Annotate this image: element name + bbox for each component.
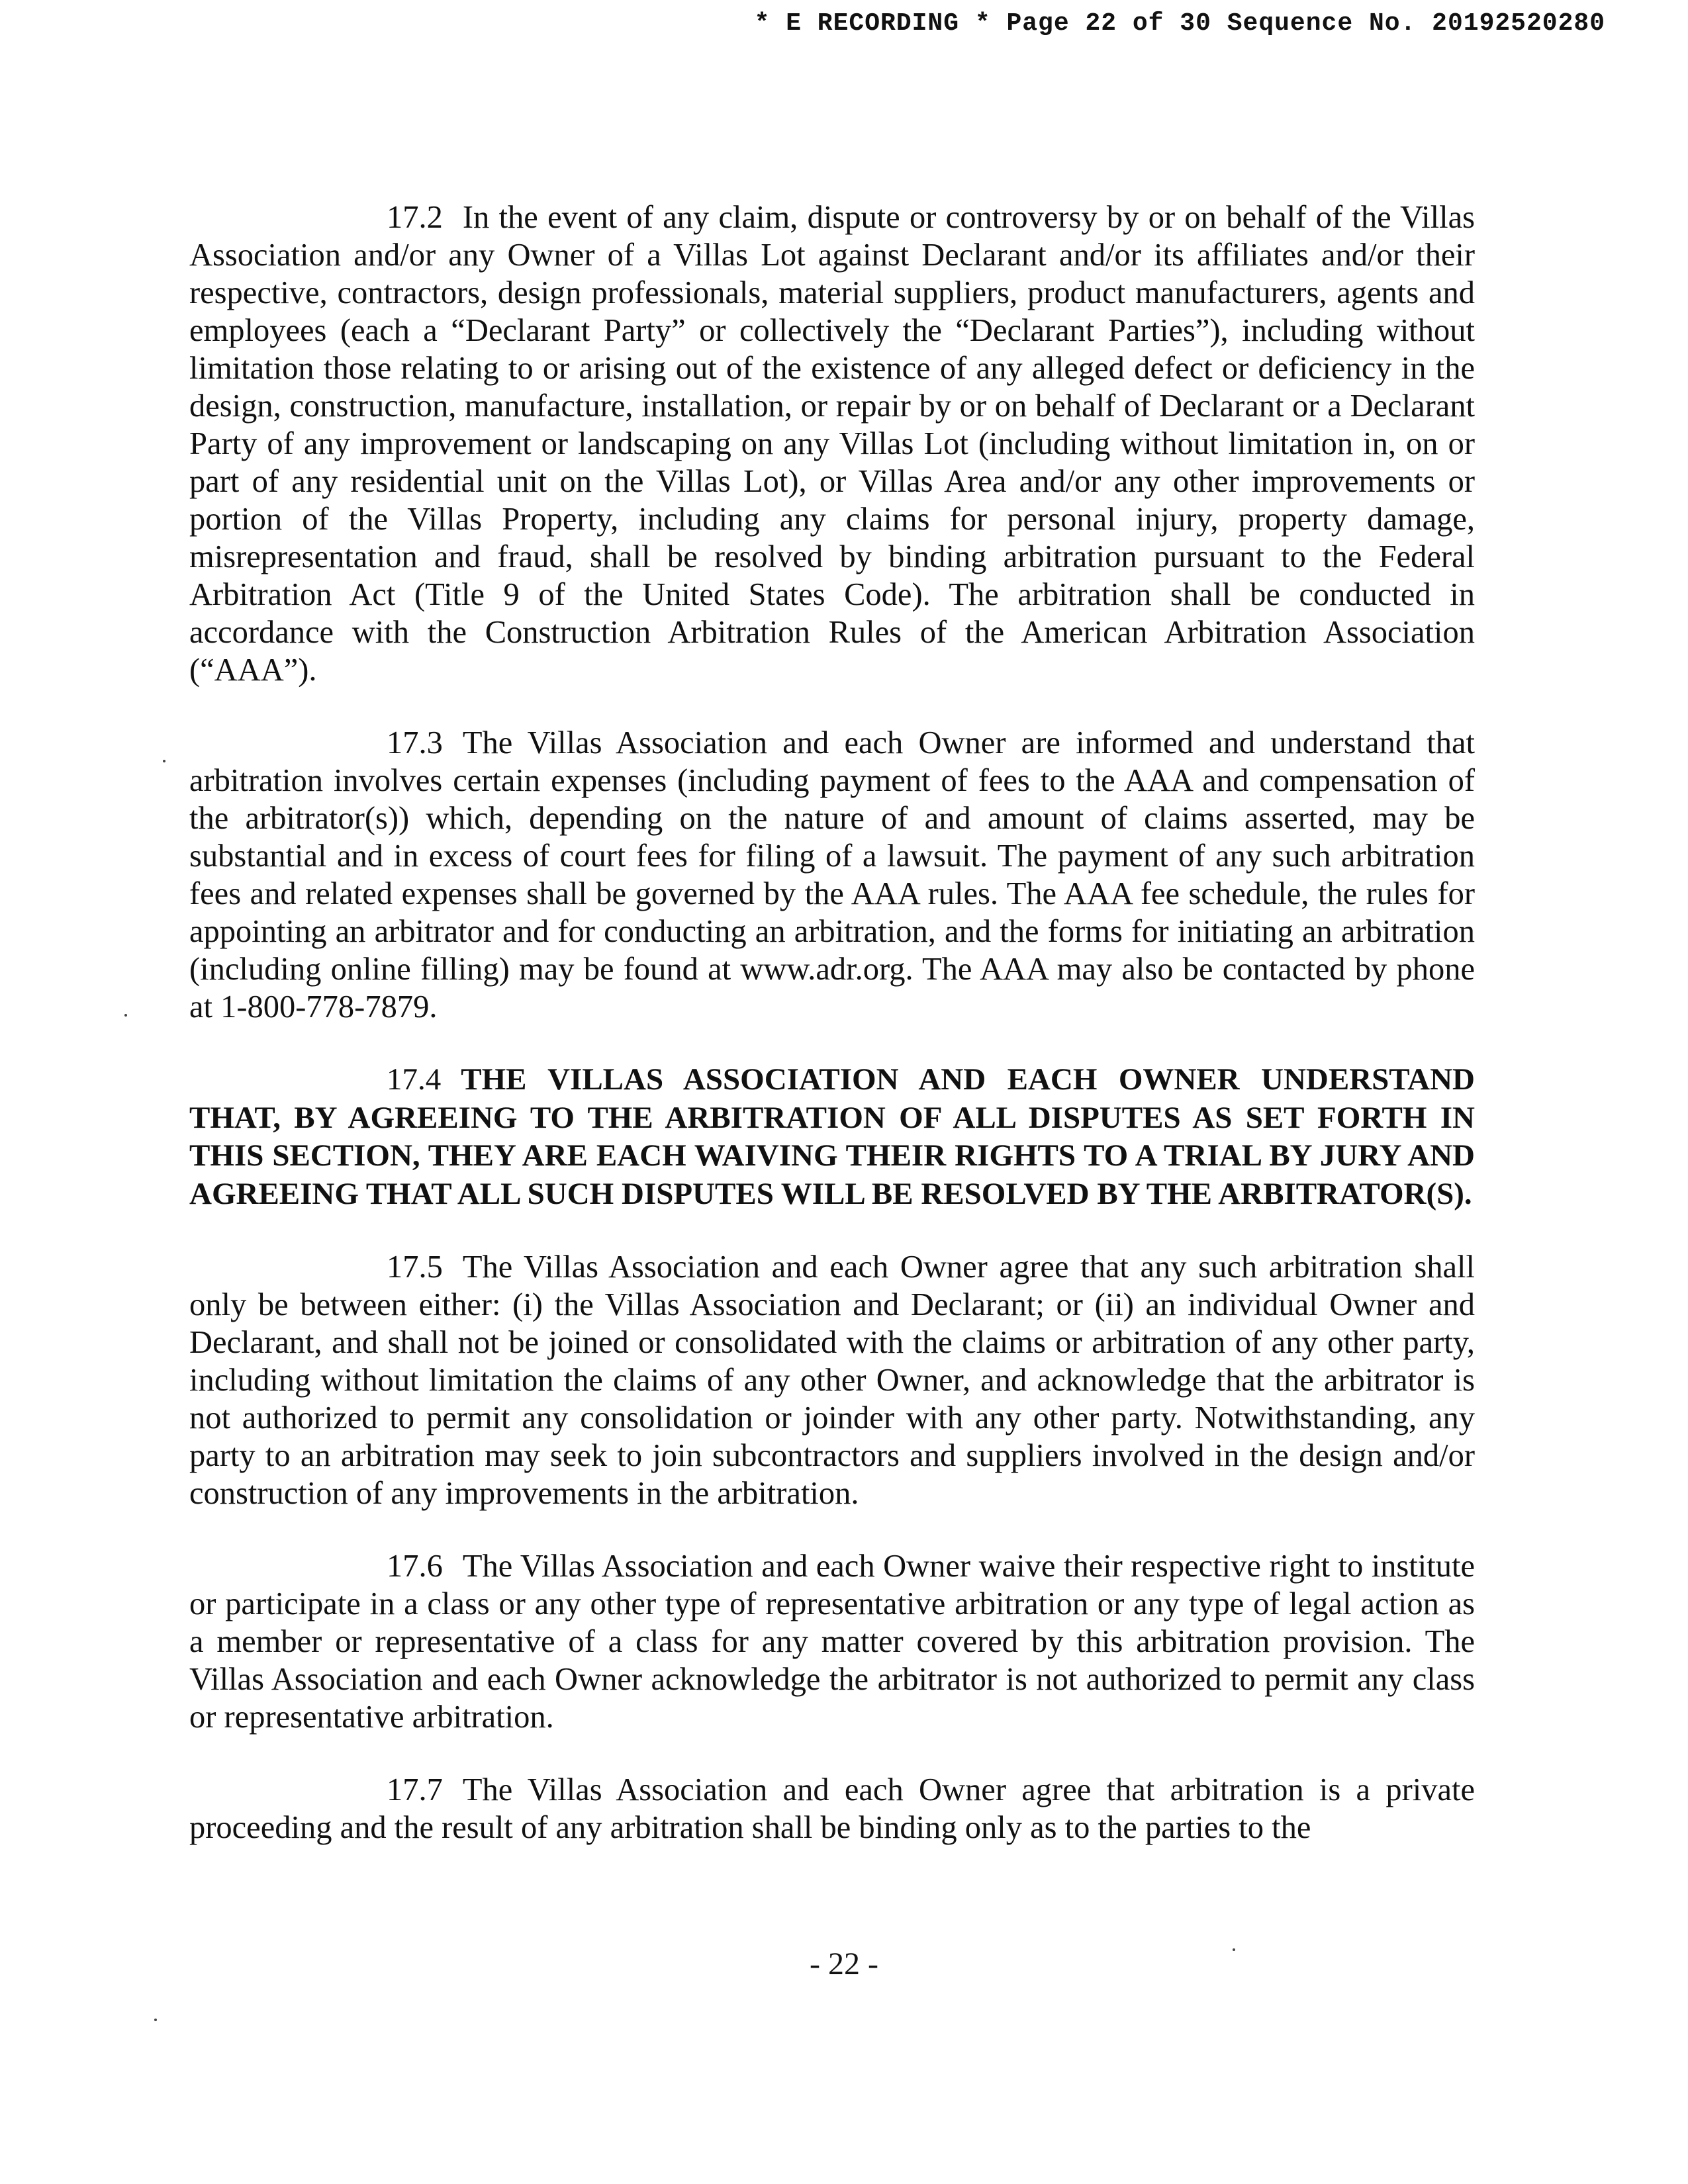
section-text: The Villas Association and each Owner agree that arbitration is a private proceeding and the result of any arbitration shall be binding only as to the parties to the	[189, 1772, 1475, 1845]
section-number: 17.3	[387, 725, 443, 760]
section-number: 17.7	[387, 1772, 443, 1807]
section-text: The Villas Association and each Owner agree that any such arbitration shall only be between either: (i) the Villas Association and Declarant; or (ii) an individual Owner and Declarant, and shall not be joined or consolidated with the claims or arbitration of any other party, including without limitation the claims of any other Owner, and acknowledge that the arbitrator is not authorized to permit any consolidation or joinder with any other party. Notwithstanding, any party to an arbitration may seek to join subcontractors and suppliers involved in the design and/or construction of any improvements in the arbitration.	[189, 1250, 1475, 1511]
section-number: 17.2	[387, 200, 443, 235]
page-number: - 22 -	[810, 1946, 878, 1981]
section-text: The Villas Association and each Owner waive their respective right to institute or participate in a class or any other type of representative arbitration or any type of legal action as a member or representative of a class for any matter covered by this arbitration provision. The Villas Association and each Owner acknowledge the arbitrator is not authorized to permit any class or representative arbitration.	[189, 1549, 1475, 1735]
scan-speck	[1233, 1948, 1235, 1951]
scan-speck	[124, 1014, 127, 1017]
document-body	[189, 199, 1475, 1882]
section-number: 17.6	[387, 1549, 443, 1584]
scan-speck	[163, 760, 165, 762]
section-text: THE VILLAS ASSOCIATION AND EACH OWNER UNDERSTAND THAT, BY AGREEING TO THE ARBITRATION OF ALL DISPUTES AS SET FORTH IN THIS SECTION, THEY ARE EACH WAIVING THEIR RIGHTS TO A TRIAL BY JURY AND AGREEING THAT ALL SUCH DISPUTES WILL BE RESOLVED BY THE ARBITRATOR(S).	[189, 1062, 1475, 1211]
section-17-7	[189, 1771, 1475, 1846]
scan-speck	[154, 2019, 157, 2021]
section-number: 17.4	[387, 1062, 442, 1097]
section-text: The Villas Association and each Owner are informed and understand that arbitration involves certain expenses (including payment of fees to the AAA and compensation of the arbitrator(s)) which, depending on the nature of and amount of claims asserted, may be substantial and in excess of court fees for filing of a lawsuit. The payment of any such arbitration fees and related expenses shall be governed by the AAA rules. The AAA fee schedule, the rules for appointing an arbitrator and for conducting an arbitration, and the forms for initiating an arbitration (including online filling) may be found at www.adr.org. The AAA may also be contacted by phone at 1-800-778-7879.	[189, 725, 1475, 1024]
section-number: 17.5	[387, 1250, 443, 1285]
section-17-5	[189, 1248, 1475, 1512]
section-17-4	[189, 1061, 1475, 1213]
section-17-2	[189, 199, 1475, 689]
section-17-3	[189, 724, 1475, 1026]
section-17-6	[189, 1547, 1475, 1736]
recording-stamp: * E RECORDING * Page 22 of 30 Sequence No. 20192520280	[754, 9, 1605, 38]
section-text: In the event of any claim, dispute or controversy by or on behalf of the Villas Association and/or any Owner of a Villas Lot against Declarant and/or its affiliates and/or their respective, contractors, design professionals, material suppliers, product manufacturers, agents and employees (each a “Declarant Party” or collectively the “Declarant Parties”), including without limitation those relating to or arising out of the existence of any alleged defect or deficiency in the design, construction, manufacture, installation, or repair by or on behalf of Declarant or a Declarant Party of any improvement or landscaping on any Villas Lot (including without limitation in, on or part of any residential unit on the Villas Lot), or Villas Area and/or any other improvements or portion of the Villas Property, including any claims for personal injury, property damage, misrepresentation and fraud, shall be resolved by binding arbitration pursuant to the Federal Arbitration Act (Title 9 of the United States Code). The arbitration shall be conducted in accordance with the Construction Arbitration Rules of the American Arbitration Association (“AAA”).	[189, 200, 1475, 688]
